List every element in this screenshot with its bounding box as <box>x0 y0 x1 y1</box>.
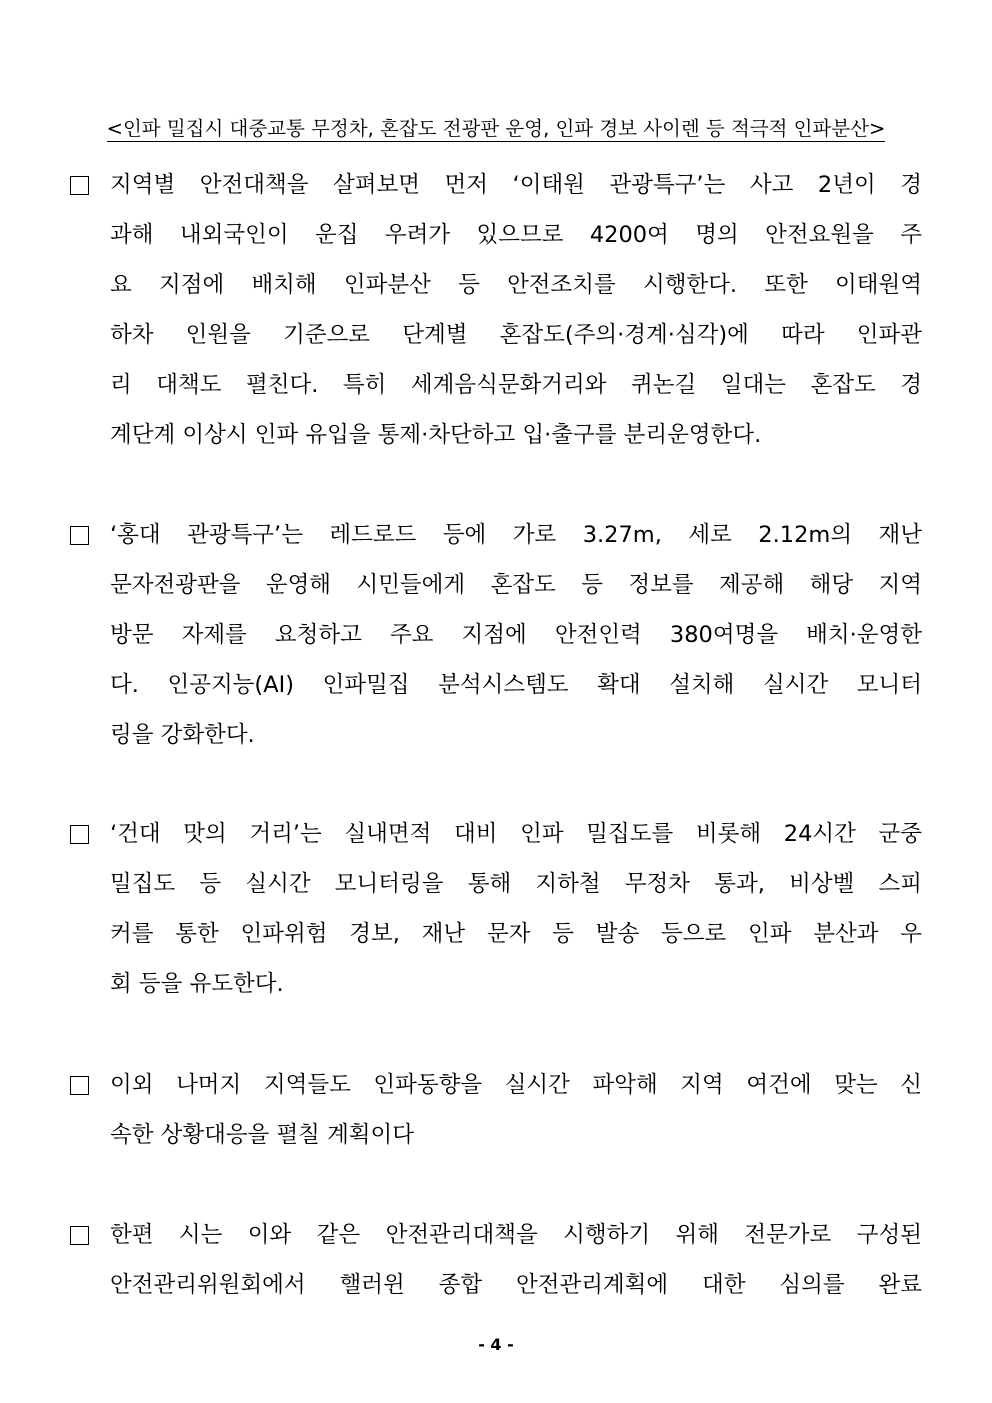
paragraph-lines <box>110 809 922 1009</box>
page-number: - 4 - <box>478 1335 514 1354</box>
paragraph-line: 계단계 이상시 인파 유입을 통제·차단하고 입·출구를 분리운영한다. <box>110 422 762 448</box>
section-heading-text: <인파 밀집시 대중교통 무정차, 혼잡도 전광판 운영, 인파 경보 사이렌 등 적극적 인파분산> <box>106 117 886 140</box>
paragraph-line: 회 등을 유도한다. <box>110 971 284 997</box>
paragraph-lines <box>110 510 922 760</box>
paragraph-line: 속한 상황대응을 펼칠 계획이다 <box>110 1122 415 1148</box>
checkbox-bullet-icon <box>70 176 89 195</box>
section-heading <box>0 116 992 142</box>
paragraph-line: 하차 인원을 기준으로 단계별 혼잡도(주의·경계·심각)에 따라 인파관 <box>110 322 922 348</box>
paragraph-line: 지역별 안전대책을 살펴보면 먼저 ‘이태원 관광특구’는 사고 2년이 경 <box>110 172 922 198</box>
paragraph-line: 이외 나머지 지역들도 인파동향을 실시간 파악해 지역 여건에 맞는 신 <box>110 1072 922 1098</box>
paragraph-line: ‘홍대 관광특구’는 레드로드 등에 가로 3.27m, 세로 2.12m의 재난 <box>110 522 922 548</box>
checkbox-bullet-icon <box>70 526 89 545</box>
paragraph-line: 안전관리위원회에서 핼러윈 종합 안전관리계획에 대한 심의를 완료 <box>110 1272 922 1298</box>
paragraph-lines <box>110 160 922 460</box>
paragraph-line: 한편 시는 이와 같은 안전관리대책을 시행하기 위해 전문가로 구성된 <box>110 1222 922 1248</box>
paragraph-line: 커를 통한 인파위험 경보, 재난 문자 등 발송 등으로 인파 분산과 우 <box>110 921 922 947</box>
paragraph-line: 링을 강화한다. <box>110 722 255 748</box>
paragraph-line: 요 지점에 배치해 인파분산 등 안전조치를 시행한다. 또한 이태원역 <box>110 272 922 298</box>
paragraph-line: 리 대책도 펼친다. 특히 세계음식문화거리와 퀴논길 일대는 혼잡도 경 <box>110 372 922 398</box>
paragraph-lines <box>110 1210 922 1310</box>
paragraph-line: ‘건대 맛의 거리’는 실내면적 대비 인파 밀집도를 비롯해 24시간 군중 <box>110 821 922 847</box>
checkbox-bullet-icon <box>70 1076 89 1095</box>
paragraph-line: 방문 자제를 요청하고 주요 지점에 안전인력 380여명을 배치·운영한 <box>110 622 922 648</box>
checkbox-bullet-icon <box>70 1226 89 1245</box>
checkbox-bullet-icon <box>70 825 89 844</box>
paragraph-line: 다. 인공지능(AI) 인파밀집 분석시스템도 확대 설치해 실시간 모니터 <box>110 672 922 698</box>
paragraph-line: 밀집도 등 실시간 모니터링을 통해 지하철 무정차 통과, 비상벨 스피 <box>110 871 922 897</box>
paragraph-line: 문자전광판을 운영해 시민들에게 혼잡도 등 정보를 제공해 해당 지역 <box>110 572 922 598</box>
paragraph-line: 과해 내외국인이 운집 우려가 있으므로 4200여 명의 안전요원을 주 <box>110 222 922 248</box>
paragraph-lines <box>110 1060 922 1160</box>
